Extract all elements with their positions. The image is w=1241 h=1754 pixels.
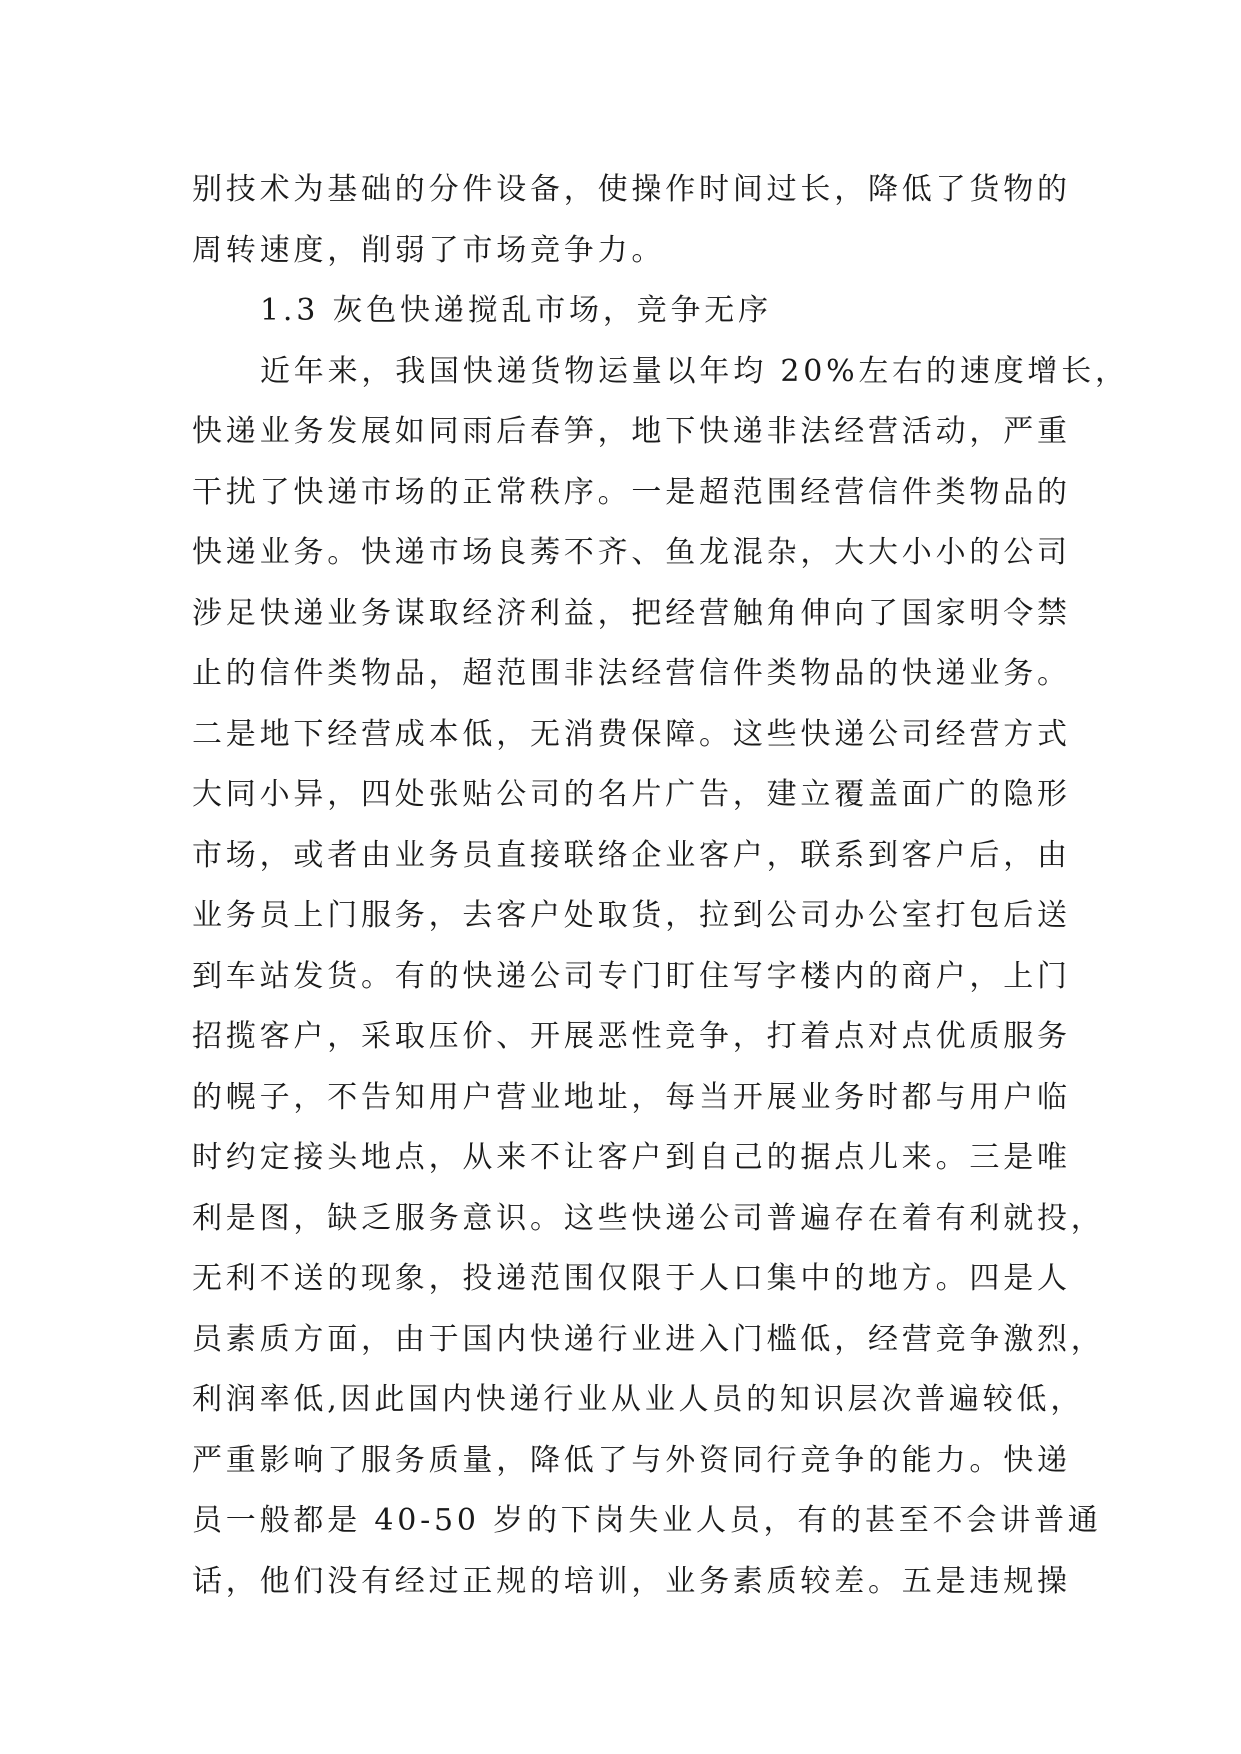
text-line: 招揽客户，采取压价、开展恶性竞争，打着点对点优质服务 — [192, 1019, 1071, 1054]
text-line: 话，他们没有经过正规的培训，业务素质较差。五是违规操 — [192, 1563, 1071, 1599]
text-line: 无利不送的现象，投递范围仅限于人口集中的地方。四是人 — [192, 1261, 1071, 1296]
text-line: 员素质方面，由于国内快递行业进入门槛低，经营竞争激烈， — [192, 1321, 1105, 1357]
text-line: 周转速度，削弱了市场竞争力。 — [192, 232, 666, 268]
text-line: 止的信件类物品，超范围非法经营信件类物品的快递业务。 — [192, 656, 1071, 691]
text-line: 市场，或者由业务员直接联络企业客户，联系到客户后，由 — [192, 837, 1071, 873]
text-line: 快递业务发展如同雨后春笋，地下快递非法经营活动，严重 — [192, 414, 1071, 449]
text-line: 业务员上门服务，去客户处取货，拉到公司办公室打包后送 — [192, 898, 1071, 933]
text-line: 大同小异，四处张贴公司的名片广告，建立覆盖面广的隐形 — [192, 777, 1071, 812]
text-line: 到车站发货。有的快递公司专门盯住写字楼内的商户，上门 — [192, 958, 1071, 994]
text-line: 快递业务。快递市场良莠不齐、鱼龙混杂，大大小小的公司 — [192, 535, 1071, 570]
text-line: 时约定接头地点，从来不让客户到自己的据点儿来。三是唯 — [192, 1140, 1071, 1175]
text-line: 别技术为基础的分件设备，使操作时间过长，降低了货物的 — [192, 172, 1071, 207]
text-line: 严重影响了服务质量，降低了与外资同行竞争的能力。快递 — [192, 1442, 1071, 1478]
section-heading: 1.3 灰色快递搅乱市场，竞争无序 — [260, 293, 772, 328]
text-line: 员一般都是 40-50 岁的下岗失业人员，有的甚至不会讲普通 — [192, 1503, 1102, 1538]
text-line: 干扰了快递市场的正常秩序。一是超范围经营信件类物品的 — [192, 474, 1071, 510]
text-line: 二是地下经营成本低，无消费保障。这些快递公司经营方式 — [192, 716, 1071, 752]
text-line: 利润率低,因此国内快递行业从业人员的知识层次普遍较低， — [192, 1382, 1085, 1417]
text-line: 涉足快递业务谋取经济利益，把经营触角伸向了国家明令禁 — [192, 595, 1071, 631]
body-text — [192, 160, 1129, 1612]
text-line: 的幌子，不告知用户营业地址，每当开展业务时都与用户临 — [192, 1079, 1071, 1115]
text-line: 利是图，缺乏服务意识。这些快递公司普遍存在着有利就投， — [192, 1200, 1105, 1236]
paragraph-first-line: 近年来，我国快递货物运量以年均 20%左右的速度增长， — [260, 353, 1129, 389]
